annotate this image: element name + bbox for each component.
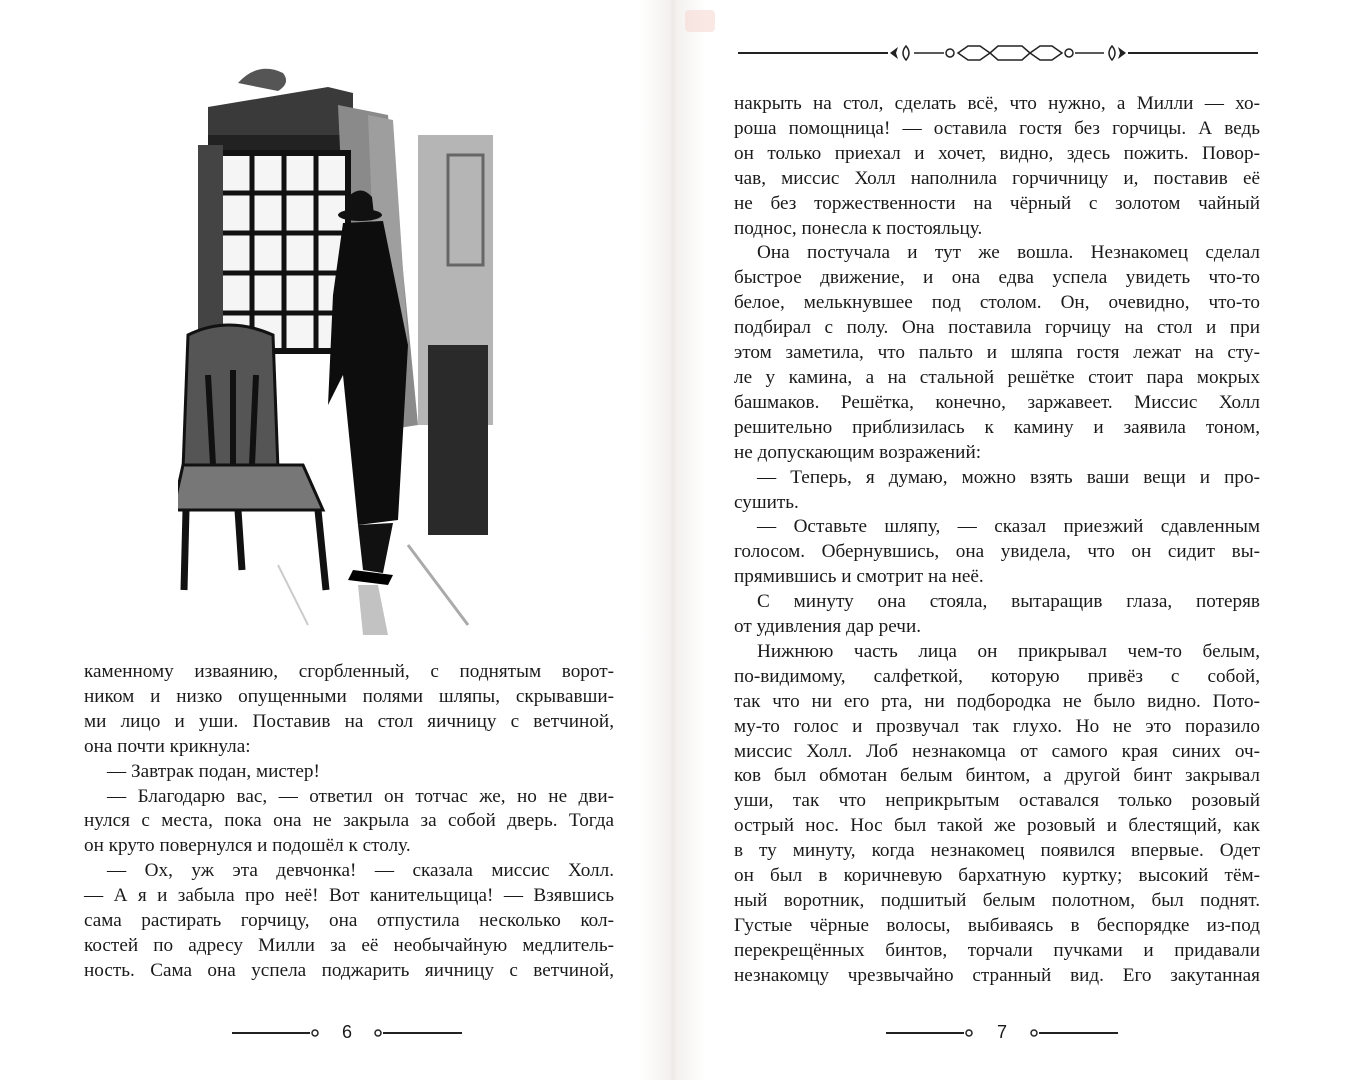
text-line: сама растирать горчицу, она отпустила несколько кол-: [84, 910, 614, 932]
text-line: уши, так что неприкрытым оставался только розовый: [734, 790, 1260, 812]
page-number-left: [232, 1020, 462, 1044]
text-line: от удивления дар речи.: [734, 616, 922, 638]
text-line: — А я и забыла про неё! Вот канительщица! — Взявшись: [84, 885, 614, 907]
text-line: подбирал с полу. Она поставила горчицу на стол и при: [734, 317, 1260, 339]
text-line: быстрое движение, и она едва успела увидеть что-то: [734, 267, 1260, 289]
text-line: перекрещённых бинтов, торчали пучками и придавали: [734, 939, 1260, 961]
text-line: этом заметила, что пальто и шляпа гостя лежат на сту-: [734, 342, 1260, 364]
text-line: Густые чёрные волосы, выбиваясь в беспорядке из-под: [734, 914, 1260, 936]
text-line: ми лицо и уши. Поставив на стол яичницу с ветчиной,: [84, 710, 614, 732]
text-line: ником и низко опущенными полями шляпы, скрывавши-: [84, 685, 614, 707]
header-ornament-icon: [738, 40, 1258, 66]
text-line: миссис Холл. Лоб незнакомца от самого края синих оч-: [734, 740, 1260, 762]
page-number: 7: [996, 1022, 1007, 1042]
text-line: башмаков. Решётка, конечно, заржавеет. Миссис Холл: [734, 391, 1260, 413]
text-line: ный воротник, подшитый белым полотном, был поднят.: [734, 890, 1260, 911]
text-line: решительно приблизилась к камину и заявила тоном,: [734, 416, 1260, 438]
text-line: нулся с места, пока она не закрыла за собой дверь. Тогда: [84, 810, 614, 832]
text-line: по-видимому, салфеткой, которую привёз с собой,: [734, 665, 1260, 687]
text-line: — Завтрак подан, мистер!: [107, 760, 320, 782]
text-line: накрыть на стол, сделать всё, что нужно, а Милли — хо-: [734, 93, 1260, 114]
text-line: Она постучала и тут же вошла. Незнакомец сделал: [757, 242, 1260, 264]
page-number: 6: [341, 1022, 352, 1042]
text-line: Нижнюю часть лица он прикрывал чем-то белым,: [757, 640, 1260, 662]
text-line: ков был обмотан белым бинтом, а другой бинт закрывал: [734, 765, 1260, 787]
text-line: не без торжественности на чёрный с золотом чайный: [734, 192, 1260, 214]
text-line: костей по адресу Милли за её необычайную медлитель-: [84, 934, 614, 956]
text-line: он был в коричневую бархатную куртку; высокий тём-: [734, 865, 1260, 887]
text-line: — Ох, уж эта девчонка! — сказала миссис Холл.: [107, 860, 614, 882]
text-line: она почти крикнула:: [84, 735, 251, 757]
text-line: — Оставьте шляпу, — сказал приезжий сдавленным: [757, 516, 1260, 538]
text-line: он только приехал и хочет, видно, здесь пожить. Повор-: [734, 142, 1260, 164]
text-line: не допускающим возражений:: [734, 441, 982, 463]
text-line: му-то голос и прозвучал так глухо. Но не это поразило: [734, 715, 1260, 737]
text-line: острый нос. Нос был такой же розовый и блестящий, как: [734, 815, 1260, 837]
right-page-text: [734, 92, 1260, 989]
text-line: ле у камина, а на стальной решётке стоит пара мокрых: [734, 366, 1260, 388]
text-line: ность. Сама она успела поджарить яичницу с ветчиной,: [84, 959, 614, 981]
page-number-right: [886, 1020, 1118, 1044]
text-line: каменному изваянию, сгорбленный, с поднятым ворот-: [84, 661, 614, 682]
left-page-text: [84, 660, 614, 984]
text-line: так что ни его рта, ни подбородка не было видно. Пото-: [734, 690, 1260, 712]
text-line: голосом. Обернувшись, она увидела, что он сидит вы-: [734, 541, 1260, 563]
text-line: роша помощница! — оставила гостя без горчицы. А ведь: [734, 117, 1260, 139]
text-line: чав, миссис Холл наполнила горчичницу и, поставив её: [734, 167, 1260, 189]
text-line: прямившись и смотрит на неё.: [734, 566, 984, 588]
text-line: незнакомцу чрезвычайно странный вид. Его закутанная: [734, 964, 1260, 986]
text-line: — Благодарю вас, — ответил он тотчас же, но не дви-: [107, 785, 614, 807]
text-line: сушить.: [734, 491, 799, 513]
text-line: — Теперь, я думаю, можно взять ваши вещи и про-: [757, 466, 1260, 488]
text-line: поднос, понесла к постояльцу.: [734, 217, 983, 239]
text-line: в ту минуту, когда незнакомец появился впервые. Одет: [734, 840, 1260, 862]
illustration-stranger-by-window: [178, 45, 508, 635]
text-line: белое, мелькнувшее под столом. Он, очевидно, что-то: [734, 292, 1260, 314]
text-line: он круто повернулся и подошёл к столу.: [84, 835, 411, 857]
text-line: С минуту она стояла, вытаращив глаза, потеряв: [757, 591, 1260, 613]
